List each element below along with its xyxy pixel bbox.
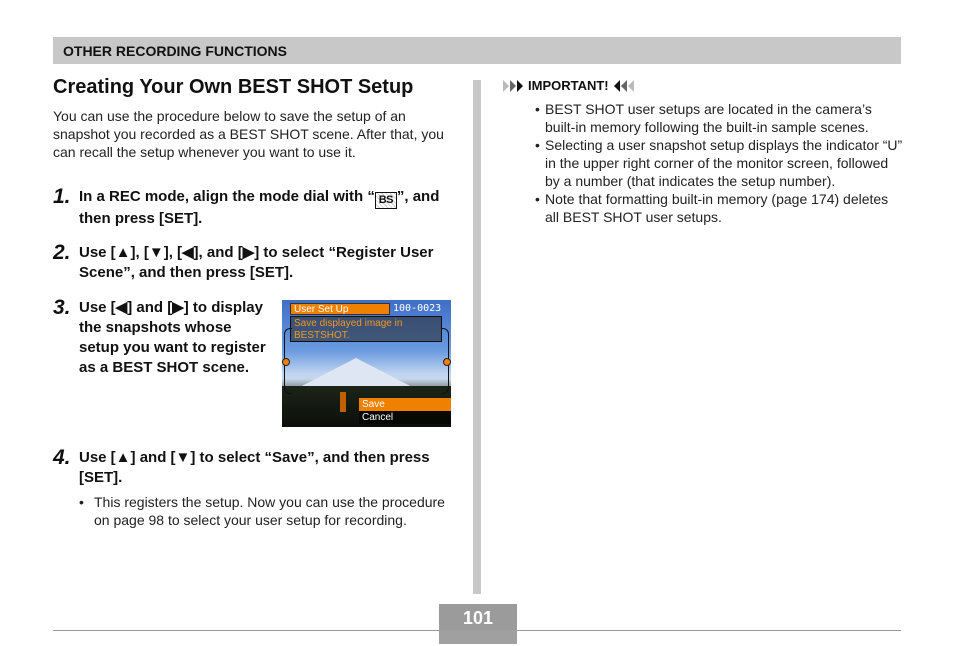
step-1-text — [79, 187, 464, 229]
step-4-number: 4. — [53, 446, 71, 469]
step-1-text-a: In a REC mode, align the mode dial with “ — [79, 188, 375, 205]
list-item: • Selecting a user snapshot setup displays the indicator “U” in the upper right corner of the monitor screen, followed by a number (that indicates the setup number). — [535, 136, 905, 190]
best-shot-mode-icon: BS — [375, 192, 397, 209]
note-text: This registers the setup. Now you can use the procedure on page 98 to select your user setup for recording. — [94, 494, 445, 528]
tower-silhouette — [340, 392, 346, 412]
important-item-1: BEST SHOT user setups are located in the camera’s built-in memory following the built-in sample scenes. — [545, 101, 872, 135]
step-1-text-b: ”, and then press [SET]. — [79, 188, 440, 227]
right-arrow-indicator-icon — [443, 358, 451, 366]
left-arrows-icon — [614, 80, 635, 92]
right-arrows-icon — [503, 80, 524, 92]
page-title: Creating Your Own BEST SHOT Setup — [53, 76, 414, 98]
screen-option-cancel: Cancel — [359, 411, 451, 424]
screen-message: Save displayed image in BESTSHOT. — [290, 316, 442, 342]
screen-header: User Set Up — [290, 303, 390, 315]
section-header-bar — [53, 37, 901, 64]
section-header-label: OTHER RECORDING FUNCTIONS — [63, 43, 287, 59]
important-item-3: Note that formatting built-in memory (page 174) deletes all BEST SHOT user setups. — [545, 191, 889, 225]
screen-file-number: 100-0023 — [393, 303, 442, 314]
important-label: IMPORTANT! — [528, 78, 609, 93]
list-item: • BEST SHOT user setups are located in the camera’s built-in memory following the built-in sample scenes. — [535, 100, 905, 136]
step-2-text: Use [▲], [▼], [◀], and [▶] to select “Register User Scene”, and then press [SET]. — [79, 244, 434, 281]
step-2-number: 2. — [53, 241, 71, 264]
page-number: 101 — [462, 608, 494, 628]
list-item: • Note that formatting built-in memory (page 174) deletes all BEST SHOT user setups. — [535, 190, 905, 226]
step-4-text: Use [▲] and [▼] to select “Save”, and then press [SET]. — [79, 449, 430, 486]
screen-option-save: Save — [359, 398, 451, 411]
column-divider — [473, 80, 481, 594]
important-item-2: Selecting a user snapshot setup displays the indicator “U” in the upper right corner of the monitor screen, followed by a number (that indicates the setup number). — [545, 137, 903, 189]
step-1-number: 1. — [53, 185, 71, 208]
page-number-box — [439, 604, 517, 644]
step-3-number: 3. — [53, 296, 71, 319]
intro-paragraph: You can use the procedure below to save the setup of an snapshot you recorded as a BEST SHOT scene. After that, you can recall the setup whenever you want to use it. — [53, 108, 444, 160]
camera-monitor-illustration — [282, 300, 451, 427]
important-list — [535, 100, 905, 226]
left-arrow-indicator-icon — [282, 358, 290, 366]
note-bullet: • — [79, 494, 84, 510]
step-3-text: Use [◀] and [▶] to display the snapshots whose setup you want to register as a BEST SHOT scene. — [79, 299, 266, 376]
important-heading — [503, 78, 635, 93]
